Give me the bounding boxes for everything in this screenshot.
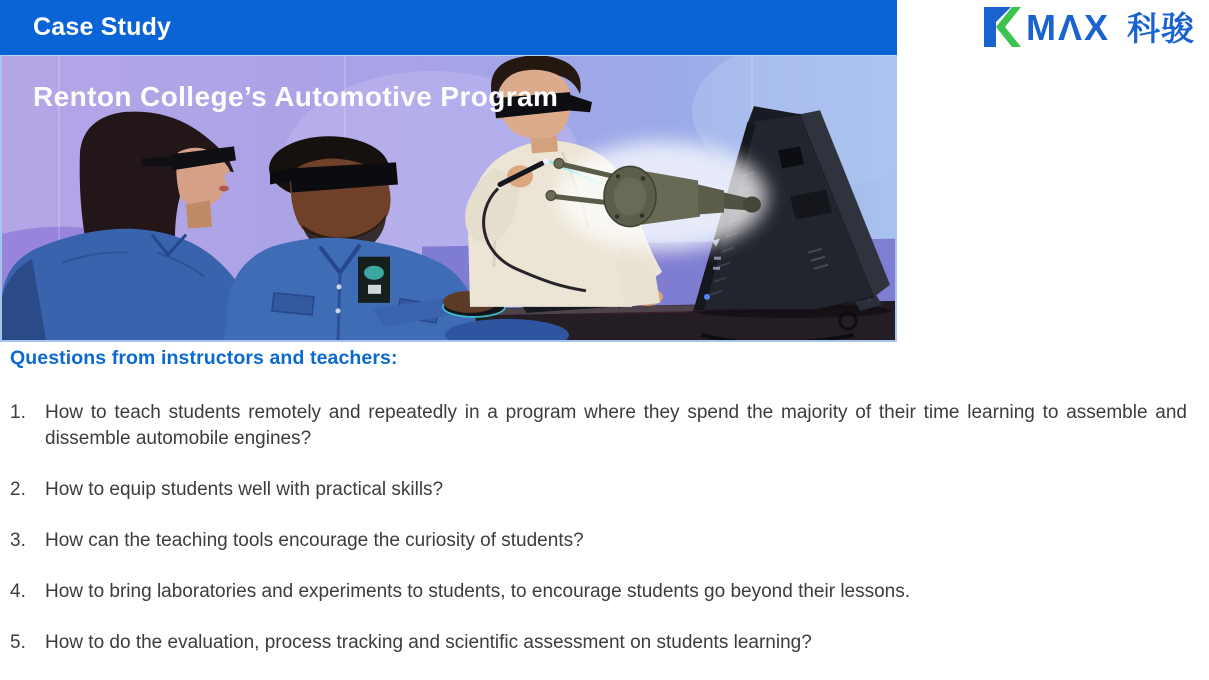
question-text: How to bring laboratories and experiments to students, to encourage students go beyond their lessons. [45, 581, 911, 602]
question-item [10, 477, 1190, 503]
header-bar [0, 0, 897, 55]
kmax-logo-icon [984, 7, 1196, 47]
question-item [10, 400, 1190, 452]
slide-body [10, 347, 1190, 680]
logo-cjk-text: 科骏 [1127, 10, 1195, 47]
page-title: Case Study [33, 13, 172, 41]
kmax-logo [984, 7, 1196, 47]
question-number: 5. [10, 632, 26, 653]
hero-caption: Renton College’s Automotive Program [33, 81, 559, 112]
questions-heading: Questions from instructors and teachers: [10, 347, 398, 369]
question-number: 2. [10, 479, 26, 500]
question-item [10, 579, 1190, 605]
question-number: 4. [10, 581, 26, 602]
questions-list [10, 400, 1190, 656]
case-study-photo [0, 55, 897, 342]
question-item [10, 528, 1190, 554]
question-text: How to equip students well with practical skills? [45, 479, 444, 500]
question-text: How to teach students remotely and repeatedly in a program where they spend the majority of their time learning to assemble and dissemble automobile engines? [45, 402, 1187, 449]
question-number: 3. [10, 530, 26, 551]
question-text: How to do the evaluation, process tracking and scientific assessment on students learning? [45, 632, 812, 653]
question-item [10, 630, 1190, 656]
logo-k-icon [984, 7, 1021, 47]
question-text: How can the teaching tools encourage the curiosity of students? [45, 530, 584, 551]
question-number: 1. [10, 402, 26, 423]
logo-latin-text: MΛX [1026, 7, 1111, 47]
